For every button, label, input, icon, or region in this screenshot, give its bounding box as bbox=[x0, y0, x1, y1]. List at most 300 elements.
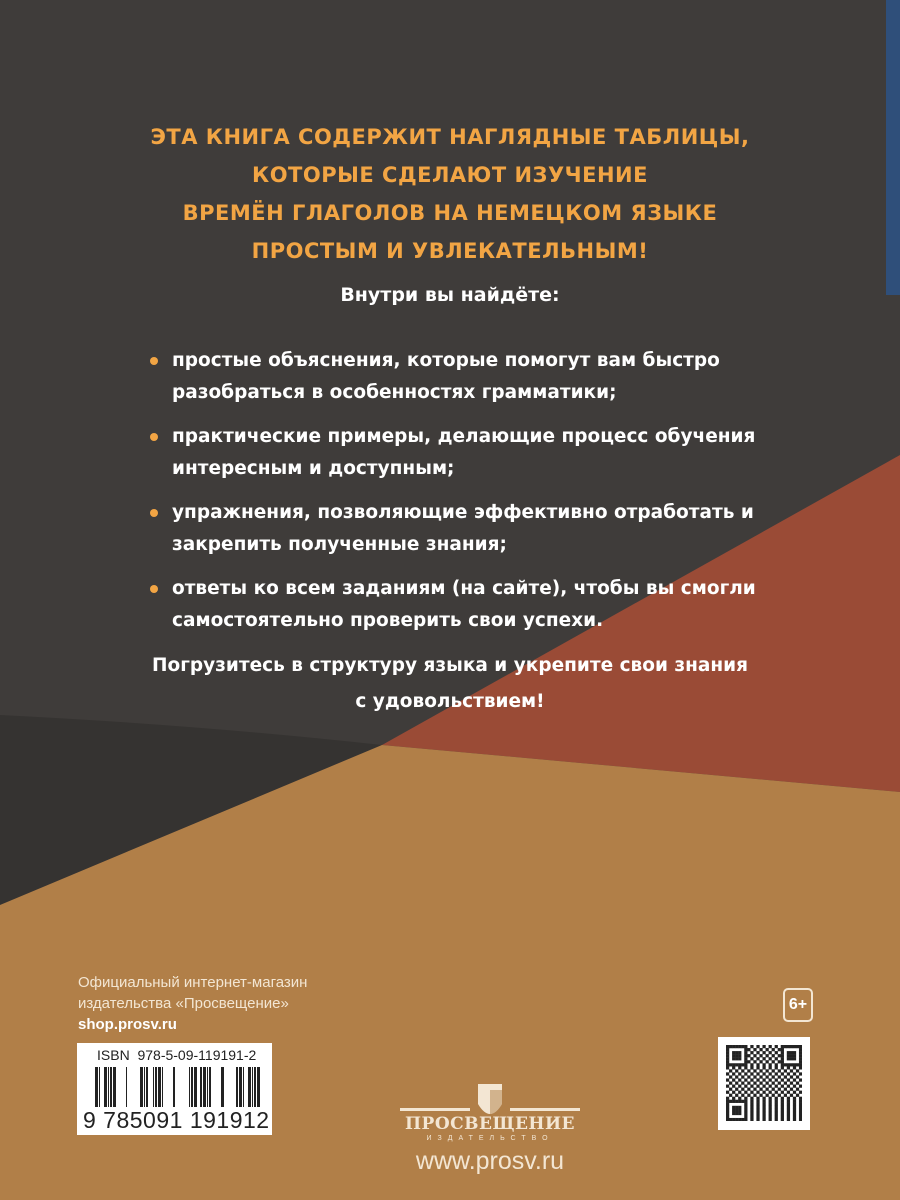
qr-module bbox=[744, 1063, 747, 1066]
qr-module bbox=[735, 1088, 738, 1091]
qr-module bbox=[781, 1045, 784, 1048]
qr-module bbox=[726, 1054, 729, 1057]
qr-module bbox=[738, 1118, 741, 1121]
qr-module bbox=[778, 1060, 781, 1063]
qr-module bbox=[747, 1069, 750, 1072]
publisher-subtitle: ИЗДАТЕЛЬСТВО bbox=[426, 1135, 554, 1142]
qr-module bbox=[762, 1115, 765, 1118]
qr-module bbox=[793, 1109, 796, 1112]
qr-module bbox=[759, 1088, 762, 1091]
qr-module bbox=[762, 1051, 765, 1054]
qr-module bbox=[738, 1106, 741, 1109]
qr-module bbox=[735, 1094, 738, 1097]
qr-module bbox=[729, 1100, 732, 1103]
qr-module bbox=[726, 1091, 729, 1094]
qr-module bbox=[762, 1091, 765, 1094]
qr-module bbox=[732, 1066, 735, 1069]
qr-module bbox=[756, 1078, 759, 1081]
qr-module bbox=[796, 1081, 799, 1084]
qr-module bbox=[793, 1057, 796, 1060]
qr-module bbox=[762, 1103, 765, 1106]
qr-module bbox=[726, 1097, 729, 1100]
qr-module bbox=[741, 1075, 744, 1078]
qr-module bbox=[781, 1097, 784, 1100]
qr-module bbox=[790, 1088, 793, 1091]
qr-module bbox=[769, 1045, 772, 1048]
qr-module bbox=[772, 1075, 775, 1078]
list-item-text: простые объяснения, которые помогут вам быстро разобраться в особенностях грамматики; bbox=[172, 350, 720, 403]
qr-module bbox=[775, 1045, 778, 1048]
qr-module bbox=[732, 1118, 735, 1121]
qr-module bbox=[735, 1100, 738, 1103]
qr-module bbox=[787, 1085, 790, 1088]
closing-line: с удовольствием! bbox=[355, 691, 545, 712]
qr-module bbox=[769, 1091, 772, 1094]
qr-module bbox=[793, 1045, 796, 1048]
list-item-text: упражнения, позволяющие эффективно отработать и закрепить полученные знания; bbox=[172, 502, 754, 555]
headline-line: ВРЕМЁН ГЛАГОЛОВ НА НЕМЕЦКОМ ЯЗЫКЕ bbox=[182, 201, 718, 225]
qr-module bbox=[726, 1112, 729, 1115]
qr-module bbox=[781, 1060, 784, 1063]
qr-module bbox=[726, 1115, 729, 1118]
qr-module bbox=[775, 1115, 778, 1118]
qr-module bbox=[790, 1051, 793, 1054]
qr-module bbox=[741, 1100, 744, 1103]
qr-module bbox=[787, 1051, 790, 1054]
qr-module bbox=[738, 1085, 741, 1088]
qr-module bbox=[744, 1112, 747, 1115]
qr-module bbox=[790, 1045, 793, 1048]
qr-module bbox=[747, 1075, 750, 1078]
qr-module bbox=[750, 1057, 753, 1060]
qr-module bbox=[781, 1057, 784, 1060]
qr-module bbox=[781, 1109, 784, 1112]
list-item-text: ответы ко всем заданиям (на сайте), чтобы вы смогли самостоятельно проверить свои успехи. bbox=[172, 578, 756, 631]
qr-module bbox=[732, 1100, 735, 1103]
bullet-icon bbox=[150, 357, 158, 365]
qr-module bbox=[750, 1097, 753, 1100]
qr-module bbox=[750, 1091, 753, 1094]
qr-module bbox=[756, 1063, 759, 1066]
qr-module bbox=[756, 1057, 759, 1060]
qr-module bbox=[790, 1075, 793, 1078]
closing-text bbox=[0, 648, 900, 720]
qr-module bbox=[744, 1048, 747, 1051]
qr-module bbox=[756, 1115, 759, 1118]
qr-module bbox=[762, 1045, 765, 1048]
qr-module bbox=[799, 1109, 802, 1112]
isbn-barcode bbox=[77, 1043, 272, 1135]
qr-module bbox=[781, 1103, 784, 1106]
qr-module bbox=[762, 1072, 765, 1075]
qr-module bbox=[738, 1091, 741, 1094]
qr-module bbox=[732, 1097, 735, 1100]
qr-module bbox=[726, 1072, 729, 1075]
qr-module bbox=[775, 1103, 778, 1106]
qr-module bbox=[732, 1091, 735, 1094]
qr-module bbox=[793, 1066, 796, 1069]
list-item bbox=[148, 345, 768, 409]
qr-module bbox=[735, 1057, 738, 1060]
qr-module bbox=[732, 1051, 735, 1054]
qr-module bbox=[790, 1054, 793, 1057]
qr-module bbox=[793, 1091, 796, 1094]
qr-module bbox=[744, 1045, 747, 1048]
qr-module bbox=[738, 1109, 741, 1112]
qr-module bbox=[732, 1106, 735, 1109]
qr-module bbox=[790, 1057, 793, 1060]
qr-module bbox=[741, 1118, 744, 1121]
qr-module bbox=[744, 1118, 747, 1121]
qr-module bbox=[799, 1115, 802, 1118]
qr-module bbox=[766, 1081, 769, 1084]
qr-module bbox=[775, 1057, 778, 1060]
qr-module bbox=[750, 1051, 753, 1054]
qr-module bbox=[738, 1054, 741, 1057]
qr-module bbox=[799, 1103, 802, 1106]
qr-module bbox=[744, 1054, 747, 1057]
qr-module bbox=[726, 1118, 729, 1121]
qr-module bbox=[787, 1072, 790, 1075]
qr-module bbox=[762, 1106, 765, 1109]
qr-module bbox=[775, 1097, 778, 1100]
qr-module bbox=[756, 1097, 759, 1100]
qr-module bbox=[744, 1066, 747, 1069]
qr-module bbox=[762, 1109, 765, 1112]
qr-module bbox=[769, 1063, 772, 1066]
feature-list bbox=[148, 345, 768, 649]
qr-module bbox=[793, 1100, 796, 1103]
qr-module bbox=[799, 1063, 802, 1066]
qr-module bbox=[787, 1091, 790, 1094]
qr-module bbox=[750, 1085, 753, 1088]
qr-module bbox=[787, 1097, 790, 1100]
qr-module bbox=[762, 1112, 765, 1115]
qr-module bbox=[735, 1051, 738, 1054]
qr-module bbox=[784, 1081, 787, 1084]
qr-module bbox=[793, 1054, 796, 1057]
qr-module bbox=[738, 1045, 741, 1048]
qr-module bbox=[741, 1081, 744, 1084]
qr-module bbox=[778, 1048, 781, 1051]
qr-module bbox=[769, 1051, 772, 1054]
qr-module bbox=[756, 1106, 759, 1109]
qr-module bbox=[799, 1106, 802, 1109]
qr-module bbox=[790, 1063, 793, 1066]
qr-module bbox=[799, 1097, 802, 1100]
qr-module bbox=[756, 1109, 759, 1112]
qr-module bbox=[784, 1088, 787, 1091]
qr-module bbox=[735, 1045, 738, 1048]
qr-module bbox=[769, 1109, 772, 1112]
publisher-name: ПРОСВЕЩЕНИЕ bbox=[404, 1114, 576, 1134]
qr-module bbox=[793, 1103, 796, 1106]
qr-module bbox=[778, 1054, 781, 1057]
qr-module bbox=[781, 1063, 784, 1066]
qr-module bbox=[775, 1100, 778, 1103]
shop-info bbox=[78, 972, 307, 1035]
qr-module bbox=[775, 1118, 778, 1121]
bullet-icon bbox=[150, 585, 158, 593]
qr-module bbox=[762, 1066, 765, 1069]
bullet-icon bbox=[150, 433, 158, 441]
qr-module bbox=[738, 1063, 741, 1066]
qr-module bbox=[775, 1072, 778, 1075]
qr-module bbox=[732, 1112, 735, 1115]
qr-module bbox=[750, 1066, 753, 1069]
qr-module bbox=[775, 1112, 778, 1115]
qr-module bbox=[766, 1094, 769, 1097]
qr-module bbox=[762, 1085, 765, 1088]
qr-module bbox=[732, 1057, 735, 1060]
qr-module bbox=[769, 1072, 772, 1075]
qr-module bbox=[799, 1085, 802, 1088]
qr-module bbox=[781, 1115, 784, 1118]
qr-module bbox=[756, 1045, 759, 1048]
qr-module bbox=[781, 1054, 784, 1057]
age-rating-badge: 6+ bbox=[783, 988, 813, 1022]
qr-module bbox=[726, 1100, 729, 1103]
qr-module bbox=[762, 1118, 765, 1121]
qr-module bbox=[787, 1112, 790, 1115]
qr-module bbox=[769, 1078, 772, 1081]
qr-module bbox=[735, 1054, 738, 1057]
qr-module bbox=[769, 1118, 772, 1121]
qr-module bbox=[729, 1088, 732, 1091]
qr-module bbox=[793, 1063, 796, 1066]
qr-module bbox=[772, 1054, 775, 1057]
qr-module bbox=[756, 1118, 759, 1121]
qr-module bbox=[766, 1060, 769, 1063]
qr-module bbox=[756, 1066, 759, 1069]
shop-link[interactable]: shop.prosv.ru bbox=[78, 1016, 177, 1033]
qr-module bbox=[799, 1045, 802, 1048]
qr-module bbox=[741, 1094, 744, 1097]
qr-module bbox=[799, 1051, 802, 1054]
qr-module bbox=[799, 1072, 802, 1075]
qr-module bbox=[775, 1091, 778, 1094]
qr-module bbox=[750, 1106, 753, 1109]
qr-module bbox=[729, 1063, 732, 1066]
qr-module bbox=[759, 1081, 762, 1084]
qr-module bbox=[753, 1075, 756, 1078]
qr-module bbox=[753, 1088, 756, 1091]
qr-module bbox=[747, 1060, 750, 1063]
qr-module bbox=[735, 1063, 738, 1066]
qr-module bbox=[799, 1060, 802, 1063]
qr-module bbox=[744, 1072, 747, 1075]
qr-module bbox=[753, 1069, 756, 1072]
qr-module bbox=[750, 1072, 753, 1075]
qr-module bbox=[769, 1115, 772, 1118]
headline-line: ПРОСТЫМ И УВЛЕКАТЕЛЬНЫМ! bbox=[251, 239, 649, 263]
qr-module bbox=[787, 1078, 790, 1081]
qr-module bbox=[784, 1063, 787, 1066]
qr-module bbox=[738, 1100, 741, 1103]
qr-module bbox=[784, 1045, 787, 1048]
qr-module bbox=[796, 1088, 799, 1091]
qr-module bbox=[787, 1109, 790, 1112]
qr-module bbox=[793, 1051, 796, 1054]
qr-module bbox=[772, 1088, 775, 1091]
qr-module bbox=[769, 1112, 772, 1115]
qr-module bbox=[769, 1057, 772, 1060]
publisher-website[interactable]: www.prosv.ru bbox=[415, 1147, 565, 1175]
qr-module bbox=[784, 1069, 787, 1072]
list-item bbox=[148, 497, 768, 561]
qr-module bbox=[772, 1060, 775, 1063]
qr-module bbox=[726, 1106, 729, 1109]
qr-module bbox=[735, 1075, 738, 1078]
qr-module bbox=[799, 1048, 802, 1051]
qr-module bbox=[787, 1063, 790, 1066]
qr-module bbox=[726, 1048, 729, 1051]
qr-module bbox=[744, 1106, 747, 1109]
qr-module bbox=[756, 1051, 759, 1054]
headline-line: КОТОРЫЕ СДЕЛАЮТ ИЗУЧЕНИЕ bbox=[252, 163, 648, 187]
qr-module bbox=[732, 1063, 735, 1066]
qr-module bbox=[775, 1063, 778, 1066]
qr-module bbox=[729, 1094, 732, 1097]
qr-module bbox=[753, 1081, 756, 1084]
qr-module bbox=[769, 1066, 772, 1069]
qr-module bbox=[759, 1075, 762, 1078]
qr-module bbox=[747, 1048, 750, 1051]
qr-module bbox=[769, 1106, 772, 1109]
qr-module bbox=[778, 1075, 781, 1078]
shop-line: Официальный интернет-магазин bbox=[78, 974, 308, 991]
qr-module bbox=[738, 1072, 741, 1075]
qr-module bbox=[726, 1045, 729, 1048]
qr-module bbox=[793, 1097, 796, 1100]
qr-module bbox=[787, 1106, 790, 1109]
qr-module bbox=[750, 1063, 753, 1066]
qr-module bbox=[744, 1097, 747, 1100]
qr-module bbox=[744, 1103, 747, 1106]
qr-module bbox=[738, 1078, 741, 1081]
qr-module bbox=[744, 1091, 747, 1094]
qr-module bbox=[747, 1094, 750, 1097]
publisher-logo-icon bbox=[400, 1080, 580, 1116]
qr-module bbox=[793, 1106, 796, 1109]
qr-module bbox=[750, 1045, 753, 1048]
qr-module bbox=[781, 1085, 784, 1088]
qr-module bbox=[744, 1051, 747, 1054]
qr-module bbox=[799, 1091, 802, 1094]
qr-module bbox=[759, 1069, 762, 1072]
qr-module bbox=[796, 1069, 799, 1072]
qr-module bbox=[769, 1085, 772, 1088]
qr-module bbox=[799, 1066, 802, 1069]
qr-module bbox=[793, 1085, 796, 1088]
qr-module bbox=[762, 1078, 765, 1081]
qr-module bbox=[799, 1054, 802, 1057]
qr-module bbox=[778, 1088, 781, 1091]
qr-module bbox=[732, 1045, 735, 1048]
qr-module bbox=[753, 1054, 756, 1057]
qr-module bbox=[741, 1088, 744, 1091]
qr-module bbox=[762, 1100, 765, 1103]
qr-module bbox=[732, 1085, 735, 1088]
qr-code-pattern bbox=[726, 1045, 802, 1121]
qr-module bbox=[781, 1100, 784, 1103]
qr-module bbox=[744, 1060, 747, 1063]
qr-module bbox=[741, 1045, 744, 1048]
list-item-text: практические примеры, делающие процесс обучения интересным и доступным; bbox=[172, 426, 756, 479]
qr-module bbox=[750, 1109, 753, 1112]
qr-module bbox=[799, 1118, 802, 1121]
qr-code[interactable] bbox=[718, 1037, 810, 1130]
qr-module bbox=[775, 1106, 778, 1109]
qr-module bbox=[781, 1106, 784, 1109]
qr-module bbox=[796, 1075, 799, 1078]
qr-module bbox=[787, 1057, 790, 1060]
qr-module bbox=[750, 1112, 753, 1115]
qr-module bbox=[756, 1100, 759, 1103]
qr-module bbox=[781, 1048, 784, 1051]
qr-module bbox=[799, 1078, 802, 1081]
qr-module bbox=[744, 1100, 747, 1103]
qr-module bbox=[796, 1094, 799, 1097]
qr-module bbox=[744, 1109, 747, 1112]
qr-module bbox=[778, 1081, 781, 1084]
qr-module bbox=[766, 1069, 769, 1072]
qr-module bbox=[729, 1118, 732, 1121]
publisher-logo bbox=[400, 1080, 580, 1142]
qr-module bbox=[735, 1109, 738, 1112]
qr-module bbox=[729, 1081, 732, 1084]
qr-module bbox=[781, 1112, 784, 1115]
qr-module bbox=[787, 1054, 790, 1057]
qr-module bbox=[781, 1072, 784, 1075]
qr-module bbox=[775, 1066, 778, 1069]
qr-module bbox=[778, 1069, 781, 1072]
qr-module bbox=[781, 1118, 784, 1121]
qr-module bbox=[778, 1094, 781, 1097]
qr-module bbox=[747, 1081, 750, 1084]
qr-module bbox=[735, 1069, 738, 1072]
qr-module bbox=[732, 1078, 735, 1081]
qr-module bbox=[796, 1045, 799, 1048]
qr-module bbox=[766, 1054, 769, 1057]
qr-module bbox=[735, 1081, 738, 1084]
qr-module bbox=[799, 1112, 802, 1115]
qr-module bbox=[744, 1057, 747, 1060]
qr-module bbox=[756, 1112, 759, 1115]
qr-module bbox=[793, 1072, 796, 1075]
bullet-icon bbox=[150, 509, 158, 517]
qr-module bbox=[738, 1051, 741, 1054]
qr-module bbox=[726, 1060, 729, 1063]
qr-module bbox=[790, 1069, 793, 1072]
qr-module bbox=[750, 1103, 753, 1106]
qr-module bbox=[726, 1103, 729, 1106]
qr-module bbox=[750, 1118, 753, 1121]
qr-module bbox=[762, 1097, 765, 1100]
qr-module bbox=[741, 1069, 744, 1072]
qr-module bbox=[726, 1109, 729, 1112]
qr-module bbox=[775, 1109, 778, 1112]
qr-module bbox=[787, 1115, 790, 1118]
qr-module bbox=[762, 1057, 765, 1060]
qr-module bbox=[753, 1060, 756, 1063]
qr-module bbox=[756, 1072, 759, 1075]
qr-module bbox=[744, 1085, 747, 1088]
qr-module bbox=[738, 1112, 741, 1115]
qr-module bbox=[775, 1078, 778, 1081]
qr-module bbox=[747, 1054, 750, 1057]
qr-module bbox=[756, 1091, 759, 1094]
